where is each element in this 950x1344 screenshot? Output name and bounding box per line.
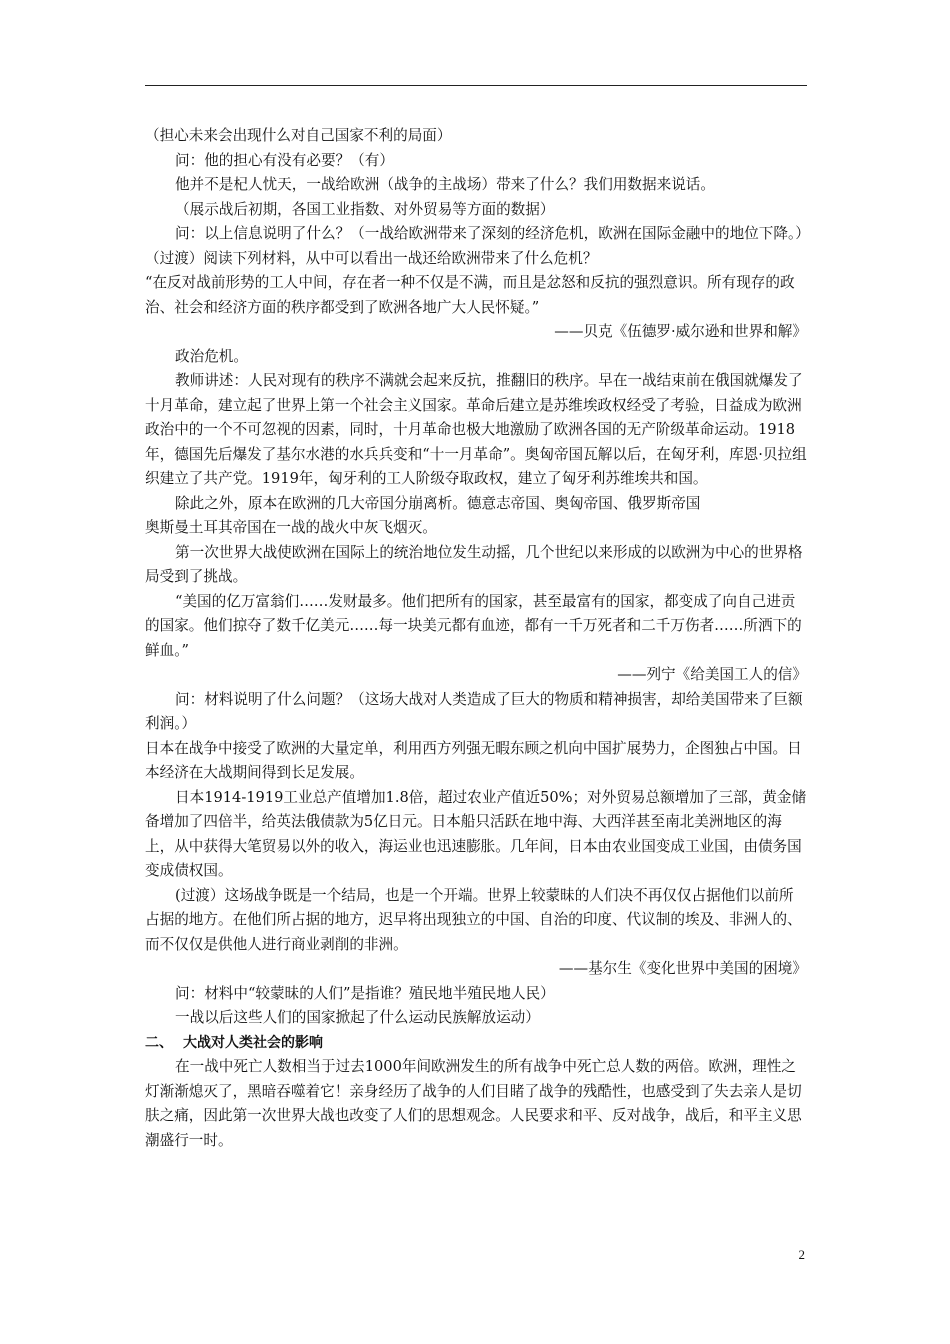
page-number: 2 — [798, 1247, 805, 1262]
paragraph: 问：他的担心有没有必要？（有） — [175, 151, 394, 169]
quotation-attribution: ——基尔生《变化世界中美国的困境》 — [558, 960, 807, 977]
paragraph: 除此之外，原本在欧洲的几大帝国分崩离析。德意志帝国、奥匈帝国、俄罗斯帝国 — [175, 494, 701, 512]
paragraph: 政治危机。 — [175, 347, 248, 365]
paragraph: （过渡）阅读下列材料，从中可以看出一战还给欧洲带来了什么危机？ — [145, 249, 598, 267]
paragraph: 问：材料说明了什么问题？（这场大战对人类造成了巨大的物质和精神损害，却给美国带来了巨额利润。） — [145, 690, 803, 732]
quotation-attribution: ——列宁《给美国工人的信》 — [617, 666, 807, 683]
header-rule — [145, 85, 807, 86]
paragraph: 日本在战争中接受了欧洲的大量定单，利用西方列强无暇东顾之机向中国扩展势力，企图独占中国。日本经济在大战期间得到长足发展。 — [145, 739, 802, 781]
paragraph: 教师讲述：人民对现有的秩序不满就会起来反抗，推翻旧的秩序。早在一战结束前在俄国就爆发了十月革命，建立起了世界上第一个社会主义国家。革命后建立是苏维埃政权经受了考验，日益成为欧洲政治中的一个不可忽视的因素，同时，十月革命也极大地激励了欧洲各国的无产阶级革命运动。1918年，德国先后爆发了基尔水港的水兵兵变和“十一月革命”。奥匈帝国瓦解以后，在匈牙利，库恩·贝拉组织建立了共产党。1919年，匈牙利的工人阶级夺取政权，建立了匈牙利苏维埃共和国。 — [145, 372, 807, 487]
paragraph: 问：材料中“较蒙昧的人们”是指谁？殖民地半殖民地人民） — [175, 984, 555, 1002]
paragraph: (过渡）这场战争既是一个结局，也是一个开端。世界上较蒙昧的人们决不再仅仅占据他们以前所占据的地方。在他们所占据的地方，迟早将出现独立的中国、自治的印度、代议制的埃及、非洲人的、而不仅仅是供他人进行商业剥削的非洲。 — [145, 886, 802, 953]
paragraph: 问：以上信息说明了什么？（一战给欧洲带来了深刻的经济危机，欧洲在国际金融中的地位下降。） — [175, 225, 810, 242]
paragraph: 一战以后这些人们的国家掀起了什么运动民族解放运动） — [175, 1009, 540, 1026]
paragraph: （担心未来会出现什么对自己国家不利的局面） — [145, 127, 452, 144]
quotation: “美国的亿万富翁们……发财最多。他们把所有的国家，甚至最富有的国家，都变成了向自己进贡的国家。他们掠夺了数千亿美元……每一块美元都有血迹，都有一千万死者和二千万伤者……所洒下的鲜血。” — [145, 592, 802, 659]
quotation: “在反对战前形势的工人中间，存在者一种不仅是不满，而且是忿怒和反抗的强烈意识。所有现存的政治、社会和经济方面的秩序都受到了欧洲各地广大人民怀疑。” — [145, 274, 795, 316]
document-body — [145, 124, 810, 1153]
paragraph: 他并不是杞人忧天，一战给欧洲（战争的主战场）带来了什么？我们用数据来说话。 — [175, 176, 715, 193]
paragraph: （展示战后初期，各国工业指数、对外贸易等方面的数据） — [175, 200, 555, 218]
section-number: 二、 — [145, 1034, 173, 1051]
section-title: 大战对人类社会的影响 — [183, 1034, 323, 1051]
quotation-attribution: ——贝克《伍德罗·威尔逊和世界和解》 — [554, 323, 807, 340]
section-heading — [145, 1031, 807, 1056]
paragraph: 奥斯曼土耳其帝国在一战的战火中灰飞烟灭。 — [145, 519, 437, 536]
paragraph: 日本1914-1919工业总产值增加1.8倍，超过农业产值近50%；对外贸易总额增加了三部，黄金储备增加了四倍半，给英法俄债款为5亿日元。日本船只活跃在地中海、大西洋甚至南北美洲地区的海上，从中获得大笔贸易以外的收入，海运业也迅速膨胀。几年间，日本由农业国变成工业国，由债务国变成债权国。 — [145, 788, 807, 879]
paragraph: 在一战中死亡人数相当于过去1000年间欧洲发生的所有战争中死亡总人数的两倍。欧洲，理性之灯渐渐熄灭了，黑暗吞噬着它！亲身经历了战争的人们目睹了战争的残酷性，也感受到了失去亲人是切肤之痛，因此第一次世界大战也改变了人们的思想观念。人民要求和平、反对战争，战后，和平主义思潮盛行一时。 — [145, 1058, 802, 1149]
paragraph: 第一次世界大战使欧洲在国际上的统治地位发生动摇，几个世纪以来形成的以欧洲为中心的世界格局受到了挑战。 — [145, 543, 803, 585]
